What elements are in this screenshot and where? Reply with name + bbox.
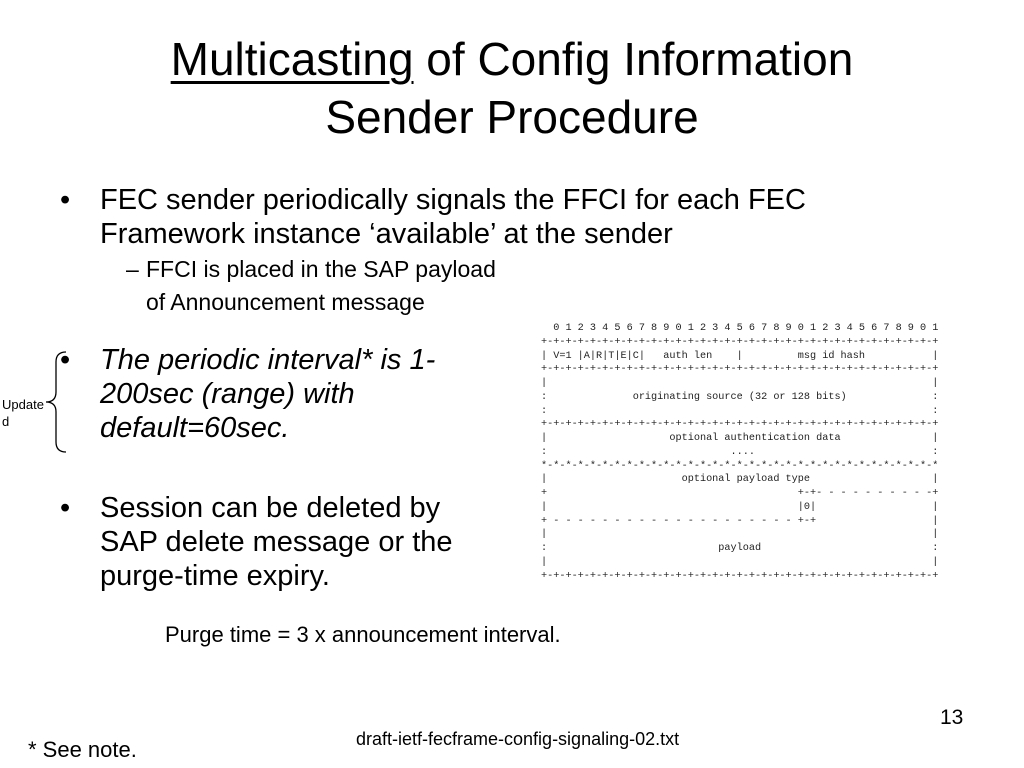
curly-brace-icon bbox=[44, 350, 68, 454]
diagram-line: | |0| | bbox=[541, 501, 939, 513]
bullet-line: purge-time expiry. bbox=[100, 560, 330, 592]
diagram-line: | | bbox=[541, 529, 939, 541]
diagram-line: + - - - - - - - - - - - - - - - - - - - - +-+ | bbox=[541, 515, 939, 527]
bullet-ffci-signaling bbox=[60, 183, 1000, 253]
diagram-line: +-+-+-+-+-+-+-+-+-+-+-+-+-+-+-+-+-+-+-+-+-+-+-+-+-+-+-+-+-+-+-+-+ bbox=[541, 336, 939, 348]
slide-title bbox=[0, 30, 1024, 146]
bullet-dot: • bbox=[60, 492, 71, 524]
bullet-line: default=60sec. bbox=[100, 412, 290, 444]
title-line-2: Sender Procedure bbox=[325, 91, 699, 143]
bullet-text bbox=[100, 343, 435, 445]
diagram-line: : originating source (32 or 128 bits) : bbox=[541, 391, 939, 403]
title-line-1 bbox=[0, 30, 1024, 88]
sub-bullet-line: FFCI is placed in the SAP payload bbox=[146, 256, 496, 282]
title-rest: of Config Information bbox=[413, 33, 854, 85]
footnote: * See note. bbox=[28, 737, 137, 762]
diagram-line: +-+-+-+-+-+-+-+-+-+-+-+-+-+-+-+-+-+-+-+-+-+-+-+-+-+-+-+-+-+-+-+-+ bbox=[541, 419, 939, 431]
bullet-dot: • bbox=[60, 344, 71, 376]
sub-bullet-line: of Announcement message bbox=[146, 289, 425, 315]
title-underlined-word: Multicasting bbox=[170, 33, 414, 85]
diagram-line: | | bbox=[541, 378, 939, 389]
updated-side-note: Updated bbox=[2, 397, 44, 429]
diagram-line: : payload : bbox=[541, 543, 939, 554]
diagram-line: +-+-+-+-+-+-+-+-+-+-+-+-+-+-+-+-+-+-+-+-+-+-+-+-+-+-+-+-+-+-+-+-+ bbox=[541, 364, 939, 376]
diagram-line: | | bbox=[541, 556, 939, 568]
diagram-line: + +-+- - - - - - - - - -+ bbox=[541, 488, 939, 499]
bullet-text bbox=[100, 491, 453, 593]
bullet-line: 200sec (range) with bbox=[100, 378, 355, 410]
diagram-line: +-+-+-+-+-+-+-+-+-+-+-+-+-+-+-+-+-+-+-+-+-+-+-+-+-+-+-+-+-+-+-+-+ bbox=[541, 570, 939, 582]
bullet-line: Framework instance ‘available’ at the sender bbox=[100, 218, 673, 250]
bullet-line: The periodic interval* is 1- bbox=[100, 344, 436, 376]
diagram-line: *-*-*-*-*-*-*-*-*-*-*-*-*-*-*-*-*-*-*-*-*-*-*-*-*-*-*-*-*-*-*-*-* bbox=[541, 460, 939, 472]
bullet-dot: • bbox=[60, 184, 71, 216]
page-number: 13 bbox=[940, 706, 964, 729]
diagram-line: | optional payload type | bbox=[541, 474, 939, 486]
bullet-text bbox=[100, 183, 806, 251]
sub-bullet-sap-payload bbox=[126, 253, 626, 319]
bullet-session-deletion bbox=[60, 491, 530, 595]
sap-packet-format-diagram bbox=[541, 322, 938, 583]
purge-time-note: Purge time = 3 x announcement interval. bbox=[165, 622, 561, 647]
bullet-line: Session can be deleted by bbox=[100, 492, 441, 524]
bullet-periodic-interval bbox=[60, 343, 530, 447]
diagram-line: : .... : bbox=[541, 446, 939, 458]
bullet-line: SAP delete message or the bbox=[100, 526, 453, 558]
diagram-line: | optional authentication data | bbox=[541, 433, 939, 444]
sub-bullet-text bbox=[146, 253, 496, 319]
bullet-line: FEC sender periodically signals the FFCI for each FEC bbox=[100, 184, 806, 216]
sub-bullet-dash: – bbox=[126, 256, 139, 282]
footer-filename: draft-ietf-fecframe-config-signaling-02.txt bbox=[356, 729, 680, 749]
diagram-line: | V=1 |A|R|T|E|C| auth len | msg id hash | bbox=[541, 350, 939, 362]
diagram-line: : : bbox=[541, 405, 939, 417]
diagram-line: 0 1 2 3 4 5 6 7 8 9 0 1 2 3 4 5 6 7 8 9 0 1 2 3 4 5 6 7 8 9 0 1 bbox=[541, 323, 939, 334]
